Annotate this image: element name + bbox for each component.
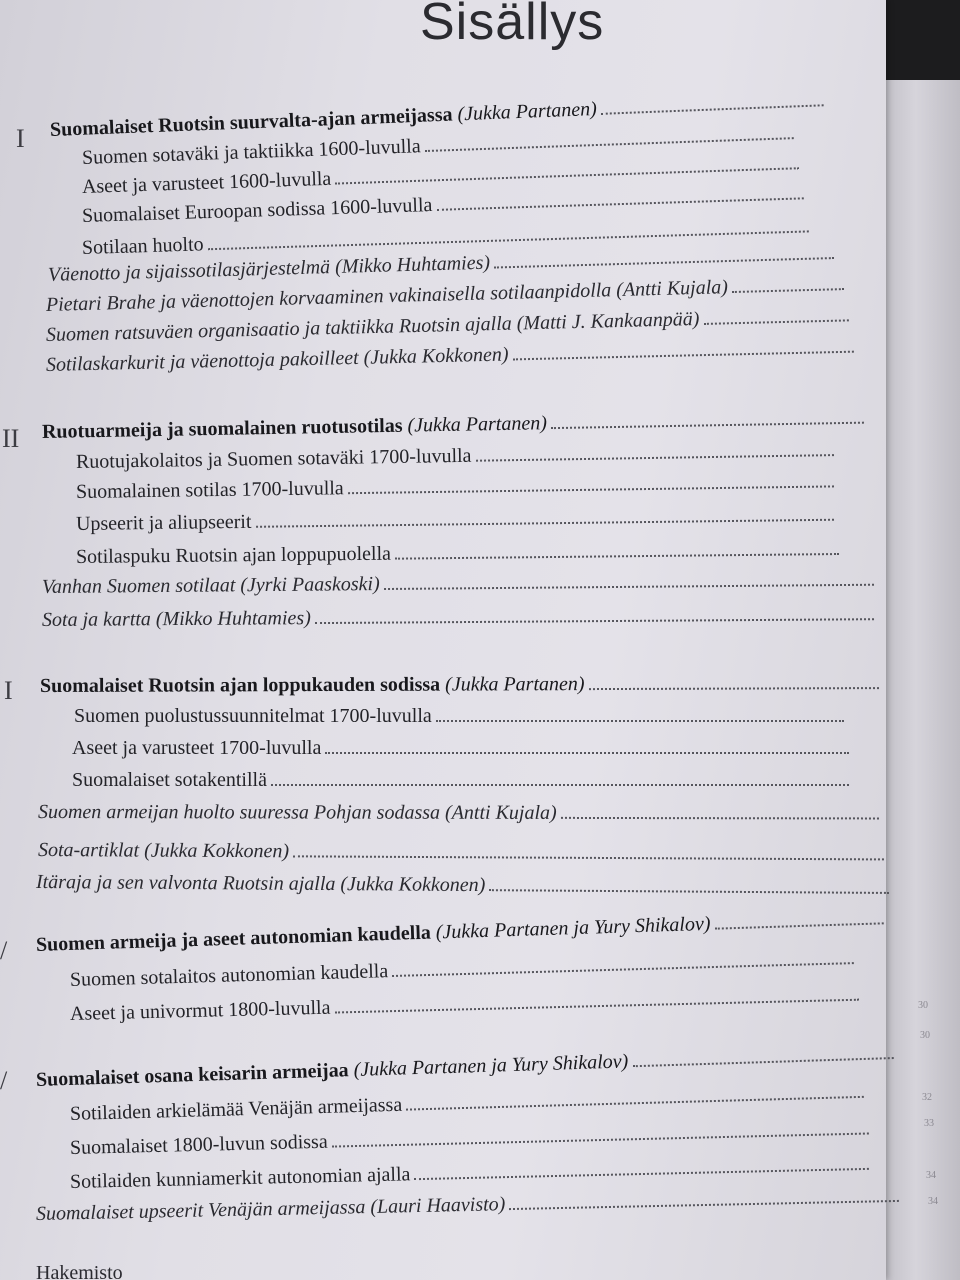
toc-entry-title: Sotilaan huolto [81,233,204,259]
leader-dots [384,583,874,590]
toc-entry-title: Suomalaiset upseerit Venäjän armeijassa (Lauri Haavisto) [35,1193,506,1225]
toc-subentry [76,536,839,570]
leader-dots [271,783,849,786]
leader-dots [632,1056,893,1067]
toc-subentry [74,703,844,729]
part-numeral: I [4,676,13,705]
leader-dots [589,686,879,690]
toc-entry-title: Väenotto ja sijaissotilasjärjestelmä (Mikko Huhtamies) [47,251,491,286]
toc-entry-title: Suomalaiset sotakentillä [72,769,267,791]
toc-subentry [72,735,849,761]
leader-dots [489,888,889,894]
toc-entry-title: Suomalaiset 1800-luvun sodissa [69,1130,328,1159]
leader-dots [425,136,794,152]
leader-dots [256,518,834,528]
toc-subentry [76,502,834,537]
index-entry: Hakemisto [36,1262,123,1280]
toc-entry-title: Ruotuarmeija ja suomalainen ruotusotilas [41,414,403,443]
leader-dots [715,921,884,929]
toc-entry-title: Vanhan Suomen sotilaat (Jyrki Paaskoski) [41,573,380,598]
toc-entry-title: Suomen armeija ja aseet autonomian kaudella [35,921,432,956]
toc-subentry [72,767,849,793]
toc-entry-author: (Jukka Partanen) [445,673,585,696]
page-title: Sisällys [420,0,605,51]
leader-dots [732,287,844,293]
part-numeral: / [0,936,8,965]
toc-entry-title: Suomalaiset osana keisarin armeijaa [35,1059,349,1091]
leader-dots [513,350,854,361]
part-numeral: I [16,124,25,153]
part-numeral: / [0,1066,8,1095]
leader-dots [348,484,834,494]
toc-part-heading [40,670,879,699]
leader-dots [436,196,803,211]
toc-entry-title: Aseet ja varusteet 1700-luvulla [72,737,322,759]
toc-entry-title: Suomen sotaväki ja taktiikka 1600-luvulla [81,135,422,169]
leader-dots [561,816,879,820]
toc-article-entry [38,837,884,867]
toc-entry-author: (Jukka Partanen) [457,98,598,126]
page-number: 32 [922,1092,932,1103]
toc-entry-title: Upseerit ja aliupseerit [75,510,252,535]
toc-article-entry [42,567,874,600]
toc-entry-title: Pietari Brahe ja väenottojen korvaaminen vakinaisella sotilaanpidolla (Antti Kujala) [45,276,729,316]
toc-entry-title: Ruotujakolaitos ja Suomen sotaväki 1700-luvulla [75,444,472,473]
toc-entry-title: Sota ja kartta (Mikko Huhtamies) [41,607,311,631]
page-number: 30 [920,1030,930,1041]
part-numeral: II [2,424,20,453]
toc-entry-author: (Jukka Partanen ja Yury Shikalov) [435,912,711,944]
leader-dots [332,1131,869,1147]
toc-entry-title: Suomen armeijan huolto suuressa Pohjan sodassa (Antti Kujala) [37,801,557,824]
toc-article-entry [36,869,890,901]
toc-entry-title: Sota-artiklat (Jukka Kokkonen) [37,839,290,863]
leader-dots [392,961,854,977]
toc-subentry [76,468,834,505]
leader-dots [335,998,859,1014]
leader-dots [325,751,849,754]
page-number: 34 [928,1196,938,1207]
toc-entry-title: Itäraja ja sen valvonta Ruotsin ajalla (Jukka Kokkonen) [35,871,486,897]
toc-entry-title: Sotilaiden kunniamerkit autonomian ajalla [69,1163,411,1193]
leader-dots [494,256,834,268]
toc-entry-title: Suomalaiset Ruotsin ajan loppukauden sodissa [39,673,441,697]
toc-entry-title: Suomen puolustussuunnitelmat 1700-luvulla [74,705,432,727]
leader-dots [395,552,839,560]
leader-dots [414,1167,869,1180]
page-number: 34 [926,1170,936,1181]
leader-dots [406,1095,864,1111]
leader-dots [436,719,844,722]
leader-dots [509,1199,899,1210]
page-number: 33 [924,1118,934,1129]
toc-entry-title: Suomalaiset Euroopan sodissa 1600-luvulla [81,193,433,227]
toc-entry-title: Suomen ratsuväen organisaatio ja taktiikka Ruotsin ajalla (Matti J. Kankaanpää) [45,308,700,346]
leader-dots [704,318,849,325]
toc-entry-title: Aseet ja univormut 1800-luvulla [69,996,331,1025]
toc-article-entry [42,601,874,633]
toc-article-entry [38,799,879,826]
leader-dots [315,617,874,624]
toc-entry-title: Sotilaspuku Ruotsin ajan loppupuolella [75,542,392,568]
leader-dots [293,854,884,860]
leader-dots [551,421,864,429]
page-number: 30 [918,1000,928,1011]
toc-entry-title: Suomen sotalaitos autonomian kaudella [69,960,389,991]
toc-entry-author: (Jukka Partanen ja Yury Shikalov) [353,1050,629,1082]
toc-entry-title: Suomalaiset Ruotsin suurvalta-ajan armeijassa [49,103,453,141]
toc-entry-author: (Jukka Partanen) [407,412,548,437]
toc-entry-title: Suomalainen sotilas 1700-luvulla [75,477,344,503]
toc-entry-title: Sotilaskarkurit ja väenottoja pakoilleet (Jukka Kokkonen) [45,343,509,376]
leader-dots [476,453,834,462]
toc-entry-title: Sotilaiden arkielämää Venäjän armeijassa [69,1093,403,1125]
toc-entry-title: Aseet ja varusteet 1600-luvulla [81,167,332,198]
leader-dots [601,103,824,115]
